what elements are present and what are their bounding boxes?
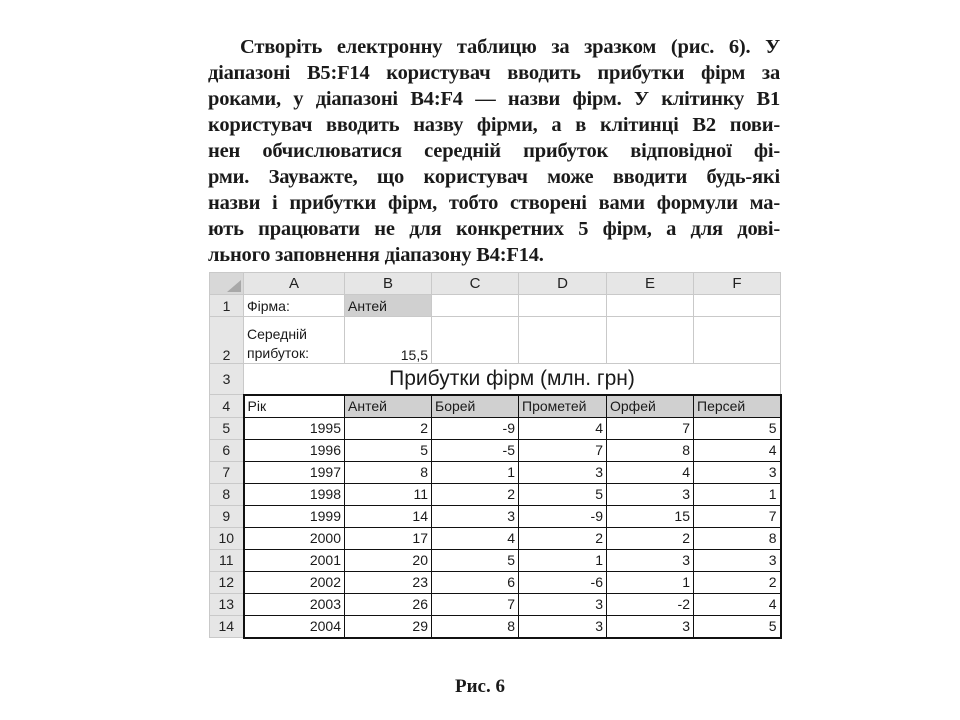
profit-cell[interactable]: 7 [432,593,519,615]
row-header[interactable]: 10 [210,527,244,549]
paragraph-line: діапазоні B5:F14 користувач вводить прибутки фірм за [208,62,780,84]
cell-a4[interactable]: Рік [244,395,345,418]
profit-cell[interactable]: 8 [345,461,432,483]
profit-cell[interactable]: 5 [694,615,781,638]
cell-e1[interactable] [607,295,694,317]
profit-cell[interactable]: 7 [607,417,694,439]
cell-e2[interactable] [607,317,694,364]
year-cell[interactable]: 2002 [244,571,345,593]
profit-cell[interactable]: -9 [432,417,519,439]
table-row [210,549,781,571]
column-header-c[interactable]: C [432,273,519,295]
cell-b1[interactable]: Антей [345,295,432,317]
profit-cell[interactable]: 14 [345,505,432,527]
profit-cell[interactable]: 3 [432,505,519,527]
profit-cell[interactable]: 3 [694,549,781,571]
row-header[interactable]: 3 [210,364,244,395]
profit-cell[interactable]: 1 [694,483,781,505]
profit-cell[interactable]: 2 [432,483,519,505]
cell-f1[interactable] [694,295,781,317]
year-cell[interactable]: 1998 [244,483,345,505]
profit-cell[interactable]: 3 [694,461,781,483]
profit-cell[interactable]: 7 [694,505,781,527]
column-header-d[interactable]: D [519,273,607,295]
profit-cell[interactable]: 5 [519,483,607,505]
row-header[interactable]: 14 [210,615,244,638]
profit-cell[interactable]: 3 [519,615,607,638]
profit-cell[interactable]: 4 [519,417,607,439]
task-paragraph [208,34,780,268]
cell-c1[interactable] [432,295,519,317]
profit-cell[interactable]: 1 [607,571,694,593]
row-header[interactable]: 5 [210,417,244,439]
paragraph-line: назви і прибутки фірм, тобто створені вами формули ма- [208,192,780,214]
year-cell[interactable]: 1997 [244,461,345,483]
firm-name-cell[interactable]: Персей [694,395,781,418]
year-cell[interactable]: 2001 [244,549,345,571]
profit-cell[interactable]: 17 [345,527,432,549]
row-header[interactable]: 7 [210,461,244,483]
table-row [210,483,781,505]
paragraph-line: льного заповнення діапазону B4:F14. [208,244,544,266]
cell-d2[interactable] [519,317,607,364]
profit-cell[interactable]: 4 [694,439,781,461]
column-header-b[interactable]: B [345,273,432,295]
firm-name-cell[interactable]: Антей [345,395,432,418]
profit-cell[interactable]: -9 [519,505,607,527]
table-row [210,571,781,593]
profit-cell[interactable]: 20 [345,549,432,571]
profit-cell[interactable]: 8 [607,439,694,461]
profit-cell[interactable]: 3 [519,461,607,483]
paragraph-line: користувач вводить назву фірми, а в клітинці B2 пови- [208,114,780,136]
year-cell[interactable]: 2003 [244,593,345,615]
profit-cell[interactable]: 2 [519,527,607,549]
profit-cell[interactable]: 1 [432,461,519,483]
cell-f2[interactable] [694,317,781,364]
paragraph-line: Створіть електронну таблицю за зразком (рис. 6). У [240,36,780,58]
year-cell[interactable]: 1999 [244,505,345,527]
row-header[interactable]: 11 [210,549,244,571]
firm-name-cell[interactable]: Борей [432,395,519,418]
paragraph-line: ють працювати не для конкретних 5 фірм, а для дові- [208,218,780,240]
profit-cell[interactable]: 23 [345,571,432,593]
firm-name-cell[interactable]: Прометей [519,395,607,418]
profit-cell[interactable]: 26 [345,593,432,615]
profit-cell[interactable]: 3 [607,615,694,638]
figure-caption: Рис. 6 [455,676,505,697]
firm-name-cell[interactable]: Орфей [607,395,694,418]
row-header[interactable]: 2 [210,317,244,364]
profit-cell[interactable]: 5 [432,549,519,571]
cell-d1[interactable] [519,295,607,317]
row-header[interactable]: 6 [210,439,244,461]
cell-a1[interactable]: Фірма: [244,295,345,317]
cell-c2[interactable] [432,317,519,364]
profit-cell[interactable]: 2 [694,571,781,593]
profit-cell[interactable]: 2 [345,417,432,439]
profit-cell[interactable]: 1 [519,549,607,571]
profit-cell[interactable]: -2 [607,593,694,615]
row-header[interactable]: 8 [210,483,244,505]
year-cell[interactable]: 2000 [244,527,345,549]
profit-cell[interactable]: -6 [519,571,607,593]
table-row [210,615,781,638]
table-row [210,593,781,615]
column-header-a[interactable]: A [244,273,345,295]
profit-cell[interactable]: 3 [607,483,694,505]
year-cell[interactable]: 1996 [244,439,345,461]
paragraph-line: роками, у діапазоні B4:F4 — назви фірм. У клітинку B1 [208,88,780,110]
table-row [210,527,781,549]
spreadsheet-table [209,272,782,639]
table-row [210,461,781,483]
profit-cell[interactable]: 4 [694,593,781,615]
profit-cell[interactable]: 8 [432,615,519,638]
row-header[interactable]: 4 [210,395,244,418]
year-cell[interactable]: 1995 [244,417,345,439]
cell-a2-line1: Середній [247,326,307,342]
table-row [210,505,781,527]
table-row [210,439,781,461]
column-header-f[interactable]: F [694,273,781,295]
select-all-corner[interactable] [210,273,244,295]
profit-cell[interactable]: 29 [345,615,432,638]
table-title-cell[interactable]: Прибутки фірм (млн. грн) [244,364,781,395]
profit-cell[interactable]: 11 [345,483,432,505]
column-header-e[interactable]: E [607,273,694,295]
profit-cell[interactable]: 7 [519,439,607,461]
cell-a2-line2: прибуток: [247,345,309,361]
row-header[interactable]: 9 [210,505,244,527]
row-header[interactable]: 1 [210,295,244,317]
profit-cell[interactable]: 6 [432,571,519,593]
year-cell[interactable]: 2004 [244,615,345,638]
profit-cell[interactable]: 2 [607,527,694,549]
table-row [210,417,781,439]
profit-cell[interactable]: 3 [607,549,694,571]
profit-cell[interactable]: -5 [432,439,519,461]
profit-cell[interactable]: 3 [519,593,607,615]
row-header[interactable]: 13 [210,593,244,615]
profit-cell[interactable]: 4 [607,461,694,483]
profit-cell[interactable]: 5 [694,417,781,439]
cell-a2[interactable] [244,317,345,364]
profit-cell[interactable]: 15 [607,505,694,527]
cell-b2[interactable]: 15,5 [345,317,432,364]
profit-cell[interactable]: 4 [432,527,519,549]
profit-cell[interactable]: 8 [694,527,781,549]
row-header[interactable]: 12 [210,571,244,593]
profit-cell[interactable]: 5 [345,439,432,461]
paragraph-line: рми. Зауважте, що користувач може вводити будь-які [208,166,780,188]
paragraph-line: нен обчислюватися середній прибуток відповідної фі- [208,140,780,162]
